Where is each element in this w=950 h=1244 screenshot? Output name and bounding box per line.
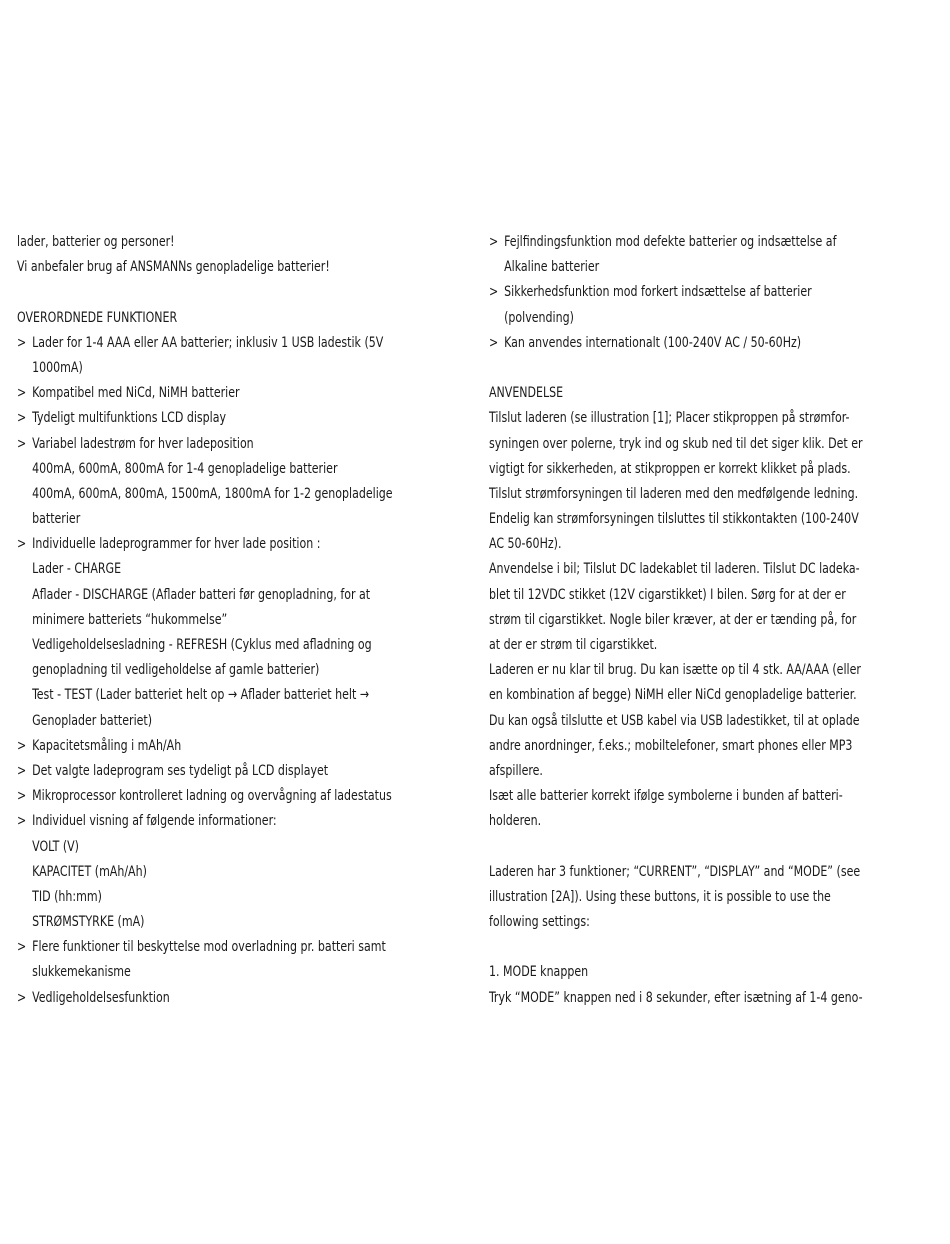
bullet-marker: > [489,233,499,250]
paragraph-line: Tilslut strømforsyningen til laderen med den medfølgende ledning. [489,484,859,502]
bullet-item [17,380,391,405]
blank-line [489,934,934,959]
bullet-item [489,229,863,254]
paragraph-line: afspillere. [489,761,543,779]
blank-line [17,279,462,304]
bullet-item [17,405,391,430]
bullet-text: Individuelle ladeprogrammer for hver lade position : [32,535,321,553]
bullet-subline: Aflader - DISCHARGE (Aflader batteri før genopladning, for at [32,585,371,603]
left-column [17,229,462,1010]
bullet-item [17,808,391,833]
bullet-marker: > [17,333,27,351]
bullet-marker: > [17,409,27,427]
bullet-subline: minimere batteriets “hukommelse” [32,610,228,628]
bullet-subline: KAPACITET (mAh/Ah) [32,862,147,880]
bullet-item [17,733,391,758]
bullet-text: Individuel visning af følgende informationer: [32,812,277,830]
paragraph-line: illustration [2A]). Using these buttons, it is possible to use the [489,887,831,905]
bullet-item [17,531,391,556]
paragraph-line: andre anordninger, f.eks.; mobiltelefoner, smart phones eller MP3 [489,736,853,754]
section-heading-usage: ANVENDELSE [489,384,564,402]
bullet-text: Tydeligt multifunktions LCD display [32,409,227,427]
paragraph-line: Tryk “MODE” knappen ned i 8 sekunder, efter isætning af 1-4 geno- [489,988,863,1006]
paragraph-line: Anvendelse i bil; Tilslut DC ladekablet til laderen. Tilslut DC ladeka- [489,560,860,578]
paragraph-line: Endelig kan strømforsyningen tilsluttes til stikkontakten (100-240V [489,510,859,528]
bullet-marker: > [489,283,499,301]
bullet-marker: > [17,938,27,956]
bullet-item [489,279,863,304]
paragraph-line: AC 50-60Hz). [489,535,562,553]
bullet-text: Mikroprocessor kontrolleret ladning og overvågning af ladestatus [32,787,392,805]
paragraph-line: en kombination af begge) NiMH eller NiCd genopladelige batterier. [489,686,857,704]
blank-line [489,355,934,380]
bullet-text: Lader for 1-4 AAA eller AA batterier; inklusiv 1 USB ladestik (5V [32,333,384,351]
bullet-item [17,330,391,355]
bullet-subline: TID (hh:mm) [32,887,102,905]
bullet-text: Kapacitetsmåling i mAh/Ah [32,736,182,754]
bullet-subline: VOLT (V) [32,837,79,855]
paragraph-line: at der er strøm til cigarstikket. [489,636,658,653]
bullet-text: Det valgte ladeprogram ses tydeligt på LCD displayet [32,761,329,779]
bullet-text: Kan anvendes internationalt (100-240V AC / 50-60Hz) [504,333,802,351]
bullet-subline: Lader - CHARGE [32,560,122,578]
right-column [489,229,934,1010]
bullet-subline: STRØMSTYRKE (mA) [32,913,145,931]
bullet-subline: Genoplader batteriet) [32,711,153,729]
bullet-text: Flere funktioner til beskyttelse mod overladning pr. batteri samt [32,938,386,956]
blank-line [489,834,934,859]
bullet-subline: 400mA, 600mA, 800mA, 1500mA, 1800mA for 1-2 genopladelige [32,484,393,502]
bullet-marker: > [17,988,27,1006]
bullet-text: Sikkerhedsfunktion mod forkert indsættelse af batterier [504,283,812,301]
paragraph-line: Isæt alle batterier korrekt ifølge symbolerne i bunden af batteri- [489,787,843,805]
section-heading-mode: 1. MODE knappen [489,963,589,981]
section-heading-functions: OVERORDNEDE FUNKTIONER [17,308,178,326]
bullet-text: Variabel ladestrøm for hver ladeposition [32,434,254,452]
bullet-subline: Test - TEST (Lader batteriet helt op → Aflader batteriet helt → [32,686,370,704]
bullet-subline: Vedligeholdelsesladning - REFRESH (Cyklus med afladning og [32,636,372,653]
bullet-marker: > [17,736,27,754]
bullet-marker: > [17,812,27,830]
paragraph-line: Tilslut laderen (se illustration [1]; Placer stikproppen på strømfor- [489,409,850,427]
text-line: lader, batterier og personer! [17,233,175,250]
paragraph-line: strøm til cigarstikket. Nogle biler kræver, at der er tænding på, for [489,610,857,628]
paragraph-line: Laderen er nu klar til brug. Du kan isætte op til 4 stk. AA/AAA (eller [489,661,861,679]
paragraph-line: blet til 12VDC stikket (12V cigarstikket) I bilen. Sørg for at der er [489,585,846,603]
paragraph-line: holderen. [489,812,542,830]
bullet-item [17,985,391,1010]
bullet-text: Kompatibel med NiCd, NiMH batterier [32,384,240,402]
paragraph-line: vigtigt for sikkerheden, at stikproppen er korrekt klikket på plads. [489,459,851,477]
paragraph-line: following settings: [489,913,590,931]
bullet-item [17,783,391,808]
paragraph-line: syningen over polerne, tryk ind og skub ned til det siger klik. Det er [489,434,863,452]
bullet-item [489,330,863,355]
text-line: Vi anbefaler brug af ANSMANNs genopladelige batterier! [17,258,330,276]
paragraph-line: Laderen har 3 funktioner; “CURRENT”, “DISPLAY” and “MODE” (see [489,862,861,880]
bullet-marker: > [17,787,27,805]
bullet-marker: > [17,434,27,452]
bullet-continuation: (polvending) [504,308,574,326]
bullet-subline: batterier [32,510,81,528]
bullet-item [17,758,391,783]
bullet-text: Vedligeholdelsesfunktion [32,988,170,1006]
bullet-continuation: slukkemekanisme [32,963,131,981]
bullet-continuation: 1000mA) [32,358,83,376]
bullet-continuation: Alkaline batterier [504,258,600,276]
bullet-item [17,934,391,959]
bullet-marker: > [17,384,27,402]
bullet-subline: 400mA, 600mA, 800mA for 1-4 genopladelige batterier [32,459,338,477]
bullet-marker: > [17,535,27,553]
bullet-item [17,431,391,456]
bullet-text: Fejlfindingsfunktion mod defekte batterier og indsættelse af [504,233,837,250]
paragraph-line: Du kan også tilslutte et USB kabel via USB ladestikket, til at oplade [489,711,860,729]
bullet-subline: genopladning til vedligeholdelse af gamle batterier) [32,661,320,679]
bullet-marker: > [489,333,499,351]
bullet-marker: > [17,761,27,779]
